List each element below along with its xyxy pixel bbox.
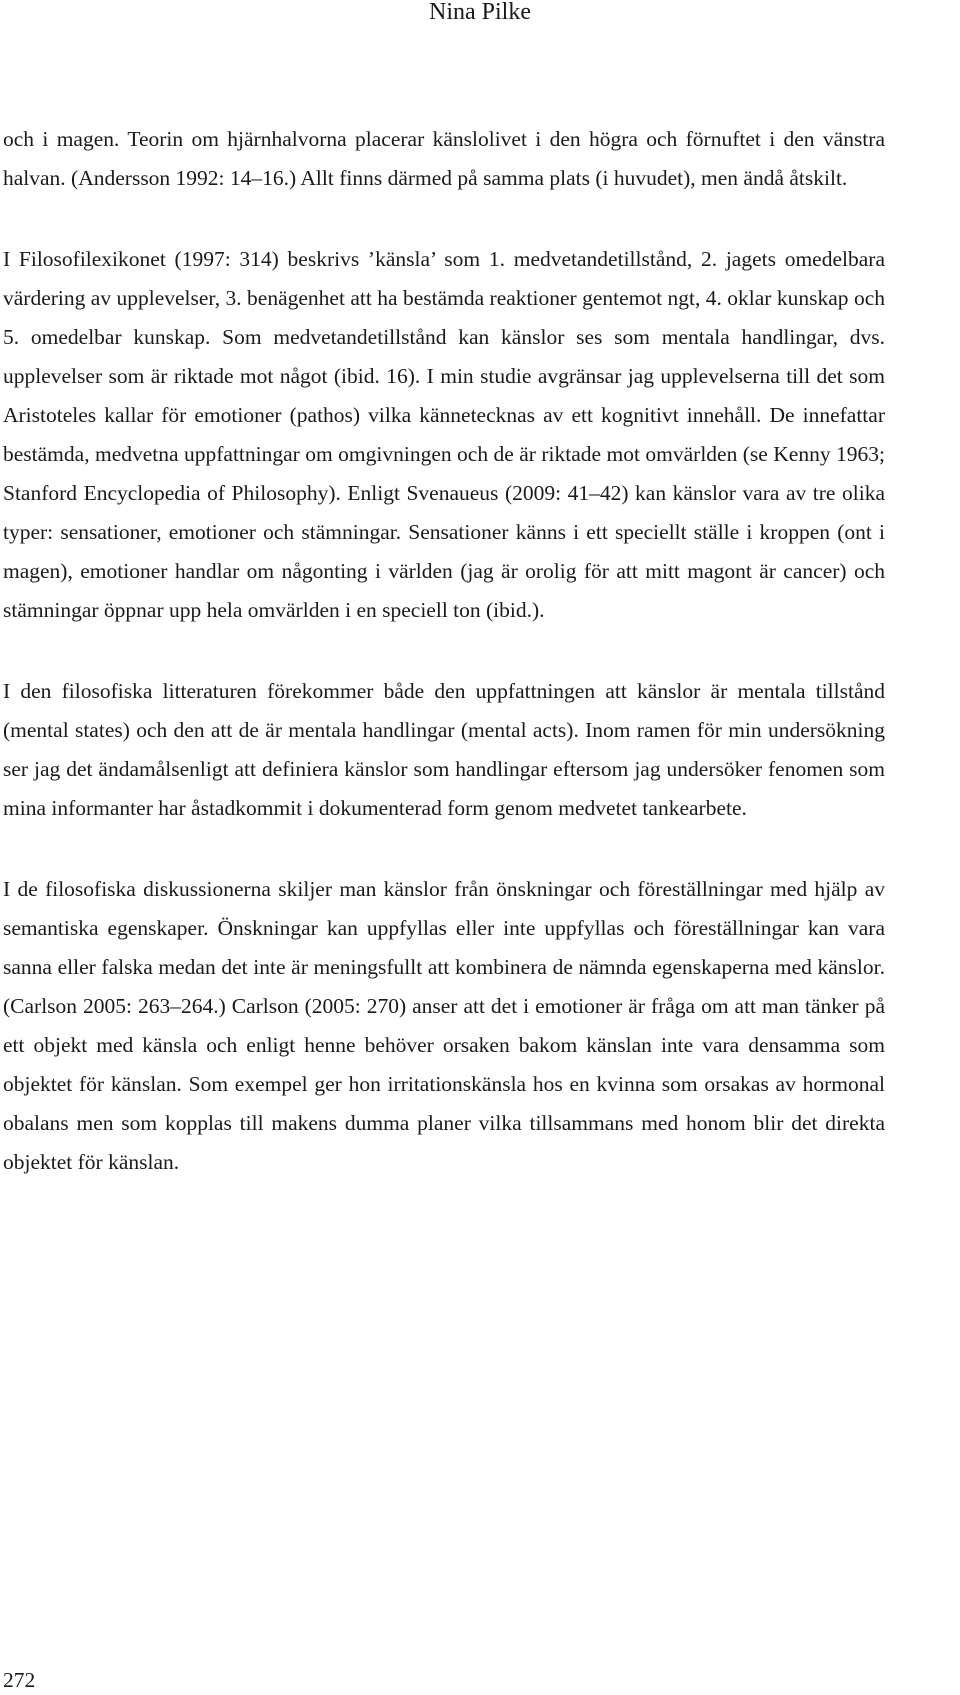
running-head: Nina Pilke xyxy=(429,0,531,25)
paragraph-2: I Filosofilexikonet (1997: 314) beskrivs ’känsla’ som 1. medvetandetillstånd, 2. jagets omedelbara värdering av upplevelser, 3. benägenhet att ha bestämda reaktioner gentemot ngt, 4. oklar kunskap och 5. omedelbar kunskap. Som medvetandetillstånd kan känslor ses som mentala handlingar, dvs. upplevelser som är riktade mot något (ibid. 16). I min studie avgränsar jag upplevelserna till det som Aristoteles kallar för emotioner (pathos) vilka kännetecknas av ett kognitivt innehåll. De innefattar bestämda, medvetna uppfattningar om omgivningen och de är riktade mot omvärlden (se Kenny 1963; Stanford Encyclopedia of Philosophy). Enligt Svenaueus (2009: 41–42) kan känslor vara av tre olika typer: sensationer, emotioner och stämningar. Sensationer känns i ett speciellt ställe i kroppen (ont i magen), emotioner handlar om någonting i världen (jag är orolig för att mitt magont är cancer) och stämningar öppnar upp hela omvärlden i en speciell ton (ibid.). xyxy=(3,247,885,622)
paragraph-4: I de filosofiska diskussionerna skiljer man känslor från önskningar och föreställningar med hjälp av semantiska egenskaper. Önskningar kan uppfyllas eller inte uppfyllas och föreställningar kan vara sanna eller falska medan det inte är meningsfullt att kombinera de nämnda egenskaperna med känslor. (Carlson 2005: 263–264.) Carlson (2005: 270) anser att det i emotioner är fråga om att man tänker på ett objekt med känsla och enligt henne behöver orsaken bakom känslan inte vara densamma som objektet för känslan. Som exempel ger hon irritationskänsla hos en kvinna som orsakas av hormonal obalans men som kopplas till makens dumma planer vilka tillsammans med honom blir det direkta objektet för känslan. xyxy=(3,877,885,1174)
paragraph-1: och i magen. Teorin om hjärnhalvorna placerar känslolivet i den högra och förnuftet i den vänstra halvan. (Andersson 1992: 14–16.) Allt finns därmed på samma plats (i huvudet), men ändå åtskilt. xyxy=(3,127,885,190)
body-text xyxy=(3,120,885,1224)
paragraph-3: I den filosofiska litteraturen förekommer både den uppfattningen att känslor är mentala tillstånd (mental states) och den att de är mentala handlingar (mental acts). Inom ramen för min undersökning ser jag det ändamålsenligt att definiera känslor som handlingar eftersom jag undersöker fenomen som mina informanter har åstadkommit i dokumenterad form genom medvetet tankearbete. xyxy=(3,679,885,820)
page-number: 272 xyxy=(3,1668,36,1692)
